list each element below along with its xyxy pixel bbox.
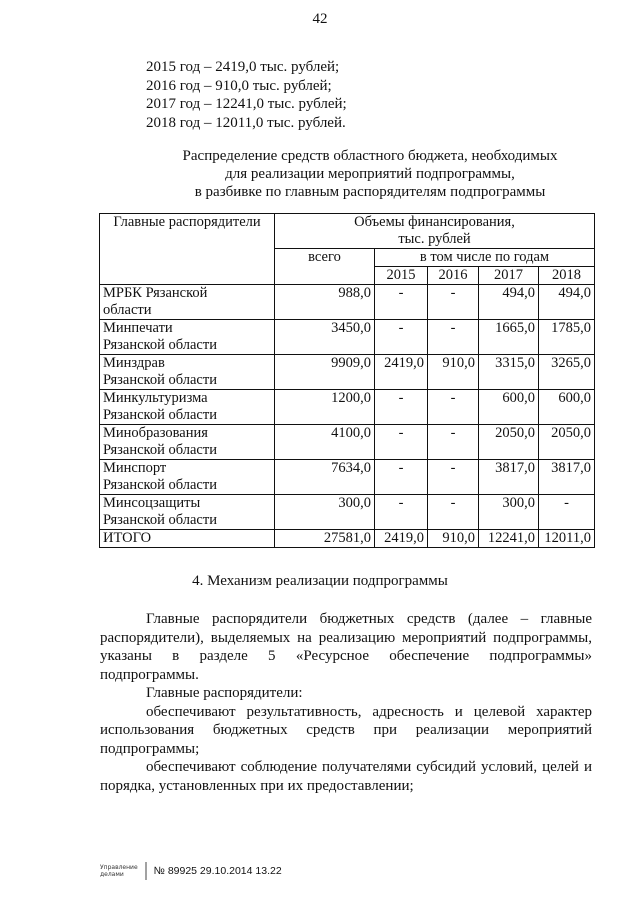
row-2016: - — [428, 390, 479, 425]
row-name — [100, 320, 275, 355]
row-total: 988,0 — [275, 285, 375, 320]
registration-stamp — [100, 864, 138, 878]
row-name-line: Минкультуризма — [103, 390, 208, 406]
row-name — [100, 425, 275, 460]
row-2015: - — [375, 495, 428, 530]
table-title-line: Распределение средств областного бюджета, необходимых — [182, 148, 558, 164]
row-2018: 494,0 — [539, 285, 595, 320]
row-2015: - — [375, 460, 428, 495]
row-name-line: Минспорт — [103, 460, 167, 476]
table-title-line: для реализации мероприятий подпрограммы, — [225, 166, 515, 182]
row-name-line: Рязанской области — [103, 442, 217, 458]
header-total: всего — [275, 249, 375, 285]
row-2016: - — [428, 495, 479, 530]
row-name-line: Минпечати — [103, 320, 173, 336]
section-heading: 4. Механизм реализации подпрограммы — [192, 573, 448, 589]
paragraph-line: Главные распорядители бюджетных средств (далее – главные — [146, 611, 592, 627]
paragraph-line: подпрограммы; — [100, 740, 200, 757]
row-name — [100, 495, 275, 530]
row-2015: - — [375, 320, 428, 355]
row-name-line: области — [103, 302, 152, 318]
row-total: 300,0 — [275, 495, 375, 530]
row-2017: 300,0 — [479, 495, 539, 530]
paragraph-line: распорядители), выделяемых на реализацию мероприятий подпрограммы, — [100, 629, 592, 646]
total-2017: 12241,0 — [479, 530, 539, 548]
header-year: 2016 — [428, 267, 479, 285]
total-sum: 27581,0 — [275, 530, 375, 548]
stamp-line: делами — [100, 871, 124, 878]
header-year: 2017 — [479, 267, 539, 285]
year-line: 2015 год – 2419,0 тыс. рублей; — [146, 59, 340, 75]
row-name-line: Рязанской области — [103, 337, 217, 353]
year-line: 2018 год – 12011,0 тыс. рублей. — [146, 114, 346, 131]
body-text — [100, 610, 592, 795]
row-2015: - — [375, 285, 428, 320]
table-row — [100, 320, 595, 355]
table-row — [100, 285, 595, 320]
paragraph-line: порядка, установленных при их предоставлении; — [100, 777, 414, 794]
row-2017: 494,0 — [479, 285, 539, 320]
paragraph-line: обеспечивают соблюдение получателями субсидий условий, целей и — [146, 759, 592, 775]
paragraph-line: использования бюджетных средств при реализации мероприятий — [100, 722, 592, 738]
row-total: 7634,0 — [275, 460, 375, 495]
stamp-mark-icon — [142, 862, 150, 880]
table-row — [100, 390, 595, 425]
row-total: 4100,0 — [275, 425, 375, 460]
table-row — [100, 355, 595, 390]
row-2016: - — [428, 425, 479, 460]
table-row — [100, 495, 595, 530]
row-2018: 3817,0 — [539, 460, 595, 495]
row-2016: - — [428, 320, 479, 355]
row-2017: 2050,0 — [479, 425, 539, 460]
header-main: Главные распорядители — [100, 214, 275, 285]
row-2018: - — [539, 495, 595, 530]
table-title-line: в разбивке по главным распорядителям подпрограммы — [194, 184, 546, 200]
row-total: 9909,0 — [275, 355, 375, 390]
row-2016: - — [428, 285, 479, 320]
row-name-line: Минобразования — [103, 425, 208, 441]
row-name-line: Рязанской области — [103, 372, 217, 388]
row-2018: 2050,0 — [539, 425, 595, 460]
row-2018: 3265,0 — [539, 355, 595, 390]
document-reference: № 89925 29.10.2014 13.22 — [153, 865, 282, 877]
row-name-line: Минсоцзащиты — [103, 495, 201, 511]
row-name-line: Рязанской области — [103, 407, 217, 423]
stamp-line: Управление — [100, 864, 138, 871]
row-2017: 1665,0 — [479, 320, 539, 355]
total-2018: 12011,0 — [539, 530, 595, 548]
row-name-line: Рязанской области — [103, 512, 217, 528]
table-title — [100, 147, 640, 201]
table-row — [100, 460, 595, 495]
header-volume-line: тыс. рублей — [398, 231, 471, 247]
paragraph-line: Главные распорядители: — [146, 685, 303, 701]
row-2015: 2419,0 — [375, 355, 428, 390]
funding-table — [99, 213, 595, 548]
paragraph-line: указаны в разделе 5 «Ресурсное обеспечение подпрограммы» — [100, 648, 592, 664]
row-name — [100, 390, 275, 425]
year-funding-list — [146, 58, 347, 132]
total-2016: 910,0 — [428, 530, 479, 548]
table-row — [100, 425, 595, 460]
row-total: 3450,0 — [275, 320, 375, 355]
header-volume — [275, 214, 595, 249]
header-year: 2018 — [539, 267, 595, 285]
row-2015: - — [375, 425, 428, 460]
row-name — [100, 355, 275, 390]
row-name — [100, 285, 275, 320]
total-label: ИТОГО — [100, 530, 275, 548]
row-2017: 600,0 — [479, 390, 539, 425]
row-2015: - — [375, 390, 428, 425]
row-2016: 910,0 — [428, 355, 479, 390]
total-2015: 2419,0 — [375, 530, 428, 548]
row-2017: 3817,0 — [479, 460, 539, 495]
row-name — [100, 460, 275, 495]
year-line: 2016 год – 910,0 тыс. рублей; — [146, 77, 332, 94]
page-number: 42 — [312, 11, 328, 27]
footer — [100, 862, 282, 880]
row-2016: - — [428, 460, 479, 495]
header-volume-line: Объемы финансирования, — [354, 214, 515, 230]
header-including: в том числе по годам — [375, 249, 595, 267]
row-name-line: Минздрав — [103, 355, 165, 371]
header-year: 2015 — [375, 267, 428, 285]
row-total: 1200,0 — [275, 390, 375, 425]
paragraph-line: подпрограммы. — [100, 666, 199, 683]
paragraph-line: обеспечивают результативность, адресность и целевой характер — [146, 703, 592, 720]
row-2017: 3315,0 — [479, 355, 539, 390]
row-2018: 600,0 — [539, 390, 595, 425]
year-line: 2017 год – 12241,0 тыс. рублей; — [146, 96, 347, 112]
row-name-line: Рязанской области — [103, 477, 217, 493]
row-2018: 1785,0 — [539, 320, 595, 355]
table-total-row — [100, 530, 595, 548]
row-name-line: МРБК Рязанской — [103, 285, 208, 301]
table-header-row — [100, 214, 595, 249]
